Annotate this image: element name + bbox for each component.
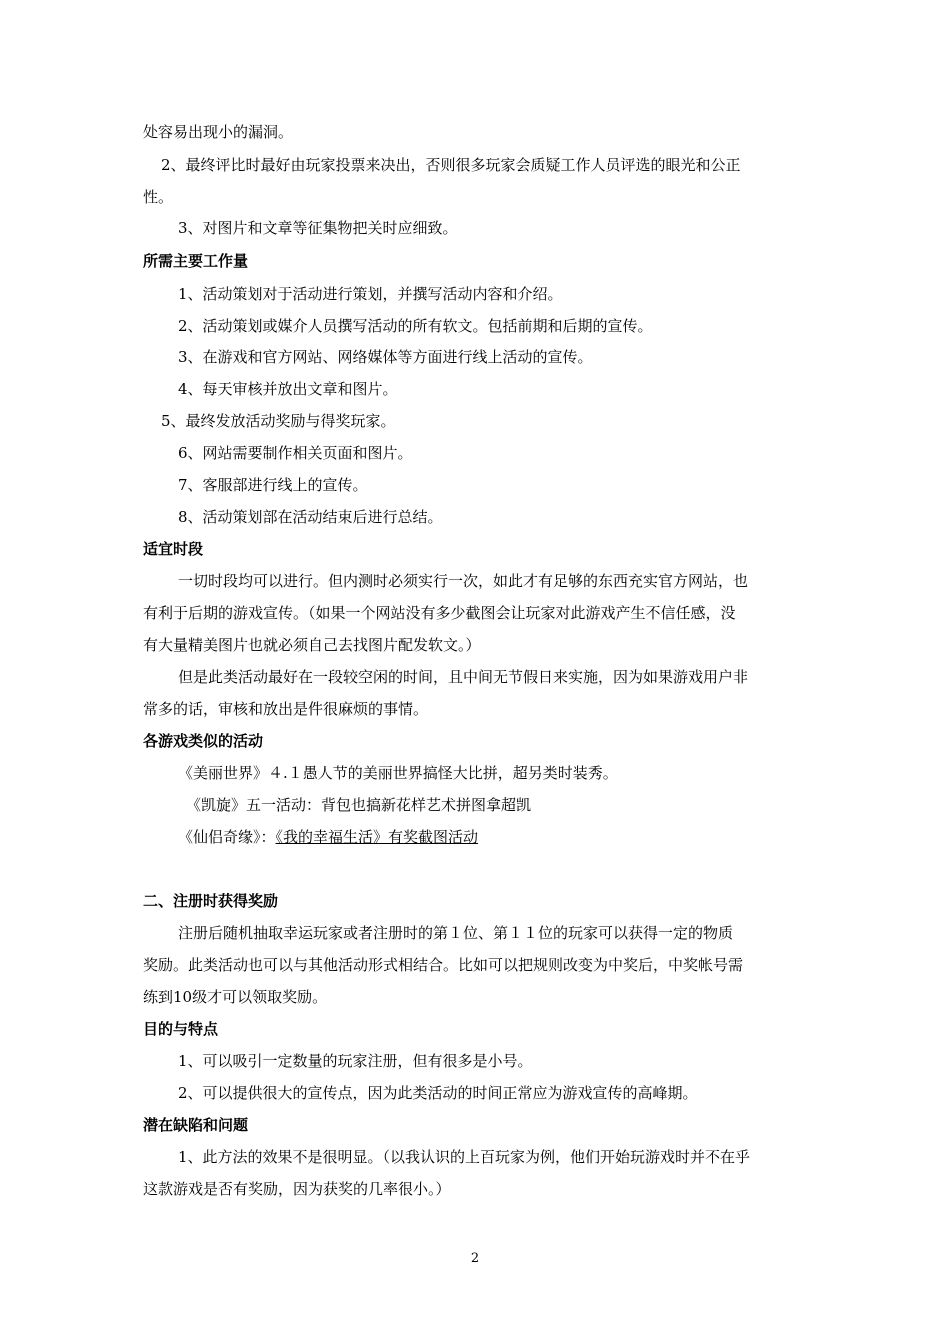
list-item: 4、每天审核并放出文章和图片。: [178, 380, 398, 398]
list-item: 8、活动策划部在活动结束后进行总结。: [178, 508, 443, 526]
text-line: 《凯旋》五一活动：背包也搞新花样艺术拼图拿超凯: [186, 796, 532, 814]
list-item: 3、在游戏和官方网站、网络媒体等方面进行线上活动的宣传。: [178, 348, 593, 366]
text-line: 有利于后期的游戏宣传。（如果一个网站没有多少截图会让玩家对此游戏产生不信任感，没: [143, 604, 736, 622]
list-item: 5、最终发放活动奖励与得奖玩家。: [161, 412, 396, 430]
text-line: 2、最终评比时最好由玩家投票来决出，否则很多玩家会质疑工作人员评选的眼光和公正: [161, 156, 741, 174]
text-line: 但是此类活动最好在一段较空闲的时间，且中间无节假日来实施，因为如果游戏用户非: [178, 668, 749, 686]
list-item: 7、客服部进行线上的宣传。: [178, 476, 368, 494]
section-heading: 各游戏类似的活动: [143, 732, 264, 750]
text-line: 这款游戏是否有奖励，因为获奖的几率很小。）: [143, 1180, 451, 1198]
list-item: 2、活动策划或媒介人员撰写活动的所有软文。包括前期和后期的宣传。: [178, 317, 653, 335]
text-line: 3、对图片和文章等征集物把关时应细致。: [178, 219, 458, 237]
text-line: 性。: [143, 188, 174, 206]
list-item: 1、活动策划对于活动进行策划，并撰写活动内容和介绍。: [178, 285, 563, 303]
section-heading: 适宜时段: [143, 540, 204, 558]
text-line: 1、此方法的效果不是很明显。（以我认识的上百玩家为例，他们开始玩游戏时并不在乎: [178, 1148, 751, 1166]
game-title: 《仙侣奇缘》：: [178, 828, 276, 846]
text-line: 练到10级才可以领取奖励。: [143, 988, 328, 1006]
text-line: [178, 827, 478, 847]
text-line: 奖励。此类活动也可以与其他活动形式相结合。比如可以把规则改变为中奖后，中奖帐号需: [143, 956, 744, 974]
section-heading: 二、注册时获得奖励: [143, 892, 279, 910]
page-number: 2: [470, 1251, 480, 1266]
text-line: 常多的话，审核和放出是件很麻烦的事情。: [143, 700, 429, 718]
text-line: 有大量精美图片也就必须自己去找图片配发软文。）: [143, 636, 481, 654]
section-heading: 潜在缺陷和问题: [143, 1116, 249, 1134]
text-line: 《美丽世界》４.１愚人节的美丽世界搞怪大比拼，超另类时装秀。: [178, 764, 618, 782]
section-heading: 所需主要工作量: [143, 252, 249, 270]
list-item: 1、可以吸引一定数量的玩家注册，但有很多是小号。: [178, 1052, 533, 1070]
text-line: 注册后随机抽取幸运玩家或者注册时的第１位、第１１位的玩家可以获得一定的物质: [178, 924, 734, 942]
section-heading: 目的与特点: [143, 1020, 219, 1038]
text-line: 处容易出现小的漏洞。: [143, 123, 294, 141]
list-item: 6、网站需要制作相关页面和图片。: [178, 444, 413, 462]
activity-link[interactable]: 《我的幸福生活》有奖截图活动: [275, 828, 479, 846]
text-line: 一切时段均可以进行。但内测时必须实行一次，如此才有足够的东西充实官方网站，也: [178, 572, 749, 590]
list-item: 2、可以提供很大的宣传点，因为此类活动的时间正常应为游戏宣传的高峰期。: [178, 1084, 698, 1102]
